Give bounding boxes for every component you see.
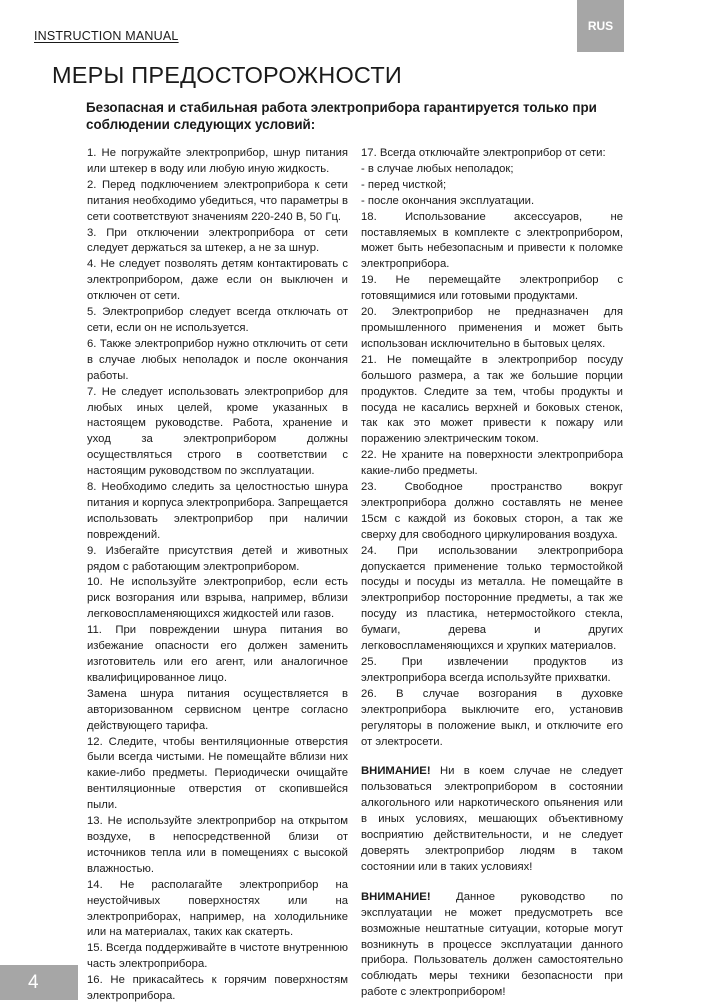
list-item: 8. Необходимо следить за целостностью шнура питания и корпуса электроприбора. Запрещается использовать электроприбор при наличии повреждений. — [87, 481, 348, 541]
list-item: 25. При извлечении продуктов из электроприбора всегда используйте прихватки. — [361, 656, 623, 684]
page-number: 4 — [0, 965, 78, 1000]
warning-paragraph — [361, 764, 623, 875]
list-item: 11. При повреждении шнура питания во избежание опасности его должен заменить изготовитель или его агент, или аналогичное квалифицированное лицо. — [87, 624, 348, 684]
warning-label: ВНИМАНИЕ! — [361, 765, 431, 778]
list-item: 7. Не следует использовать электроприбор для любых иных целей, кроме указанных в настоящем руководстве. Работа, хранение и уход за электроприбором должны осуществляться строго в соответствии с настоящим руководством по эксплуатации. — [87, 385, 348, 478]
left-column — [87, 146, 348, 1005]
list-item: 17. Всегда отключайте электроприбор от сети: — [361, 147, 606, 159]
list-item: 10. Не используйте электроприбор, если есть риск возгорания или взрыва, например, вблизи легковоспламеняющихся жидкостей или газов. — [87, 576, 348, 621]
right-column — [361, 146, 623, 1001]
list-item: 14. Не располагайте электроприбор на неустойчивых поверхностях или на электроприборах, например, на холодильнике или на материалах, таких как скатерть. — [87, 878, 348, 939]
list-item: 5. Электроприбор следует всегда отключать от сети, если он не используется. — [87, 306, 348, 334]
list-item: 6. Также электроприбор нужно отключить от сети в случае любых неполадок и после окончания работы. — [87, 337, 348, 382]
list-item: 20. Электроприбор не предназначен для промышленного применения и может быть использован исключительно в бытовых целях. — [361, 306, 623, 350]
list-item: - перед чисткой; — [361, 178, 447, 191]
language-tab: RUS — [577, 0, 624, 52]
list-item: 1. Не погружайте электроприбор, шнур питания или штекер в воду или любую иную жидкость. — [87, 147, 348, 175]
warning-text: Ни в коем случае не следует пользоваться электроприбором в состоянии алкогольного или наркотического опьянения или в иных условиях, мешающих объективному восприятию действительности, и не следует доверять электроприбор людям в таком состоянии или в таких условиях! — [361, 765, 623, 873]
list-item: 18. Использование аксессуаров, не поставляемых в комплекте с электроприбором, может быть небезопасным и привести к поломке электроприбора. — [361, 210, 623, 271]
list-item: - в случае любых неполадок; — [361, 162, 514, 175]
list-item: 4. Не следует позволять детям контактировать с электроприбором, даже если он выключен и отключен от сети. — [87, 258, 348, 303]
warning-paragraph — [361, 890, 623, 1001]
lead-paragraph: Безопасная и стабильная работа электроприбора гарантируется только при соблюдении следующих условий: — [86, 100, 597, 132]
page-title: МЕРЫ ПРЕДОСТОРОЖНОСТИ — [52, 62, 402, 88]
list-item: 24. При использовании электроприбора допускается применение только термостойкой посуды и посуды из металла. Не помещайте в электроприбор посторонние предметы, а так же посуду из пластика, нетермостойкого стекла, бумаги, дерева и других легковоспламеняющихся и хрупких материалов. — [361, 544, 623, 653]
warning-label: ВНИМАНИЕ! — [361, 890, 431, 903]
list-item: 19. Не перемещайте электроприбор с готовящимися или готовыми продуктами. — [361, 274, 623, 303]
list-item: 15. Всегда поддерживайте в чистоте внутреннюю часть электроприбора. — [87, 942, 348, 971]
list-item: 22. Не храните на поверхности электроприбора какие-либо предметы. — [361, 449, 623, 478]
warning-text: Данное руководство по эксплуатации не может предусмотреть все возможные нештатные ситуации, которые могут возникнуть в процессе эксплуатации данного прибора. Пользователь должен самостоятельно соблюдать меры техники безопасности при работе с электроприбором! — [361, 890, 623, 999]
manual-header-label: INSTRUCTION MANUAL — [34, 29, 179, 43]
list-item: 26. В случае возгорания в духовке электроприбора выключите его, установив регуляторы в положение выкл, и отключите его от электросети. — [361, 687, 623, 748]
list-item: Замена шнура питания осуществляется в авторизованном сервисном центре согласно действующего тарифа. — [87, 687, 348, 732]
list-item: 12. Следите, чтобы вентиляционные отверстия были всегда чистыми. Не помещайте вблизи них какие-либо предметы. Периодически очищайте вентиляционные отверстия от скопившейся пыли. — [87, 735, 348, 812]
list-item: 3. При отключении электроприбора от сети следует держаться за штекер, а не за шнур. — [87, 226, 348, 255]
list-item: 13. Не используйте электроприбор на открытом воздухе, в непосредственной близи от источников тепла или в помещениях с высокой влажностью. — [87, 815, 348, 875]
list-item: 23. Свободное пространство вокруг электроприбора должно составлять не менее 15см с каждой из боковых сторон, а так же сверху для свободного циркулирования воздуха. — [361, 481, 623, 541]
list-item: 9. Избегайте присутствия детей и животных рядом с работающим электроприбором. — [87, 544, 348, 573]
list-item: 16. Не прикасайтесь к горячим поверхностям электроприбора. — [87, 974, 348, 1003]
list-item: - после окончания эксплуатации. — [361, 194, 535, 207]
list-item: 21. Не помещайте в электроприбор посуду большого размера, а так же большие порции продуктов. Следите за тем, чтобы продукты и посуда не касались верхней и боковых стенок, так как это может привести к пожару или поражению электрическим током. — [361, 353, 623, 446]
list-item: 2. Перед подключением электроприбора к сети питания необходимо убедиться, что параметры в сети соответствуют значениям 220-240 В, 50 Гц. — [87, 178, 348, 223]
